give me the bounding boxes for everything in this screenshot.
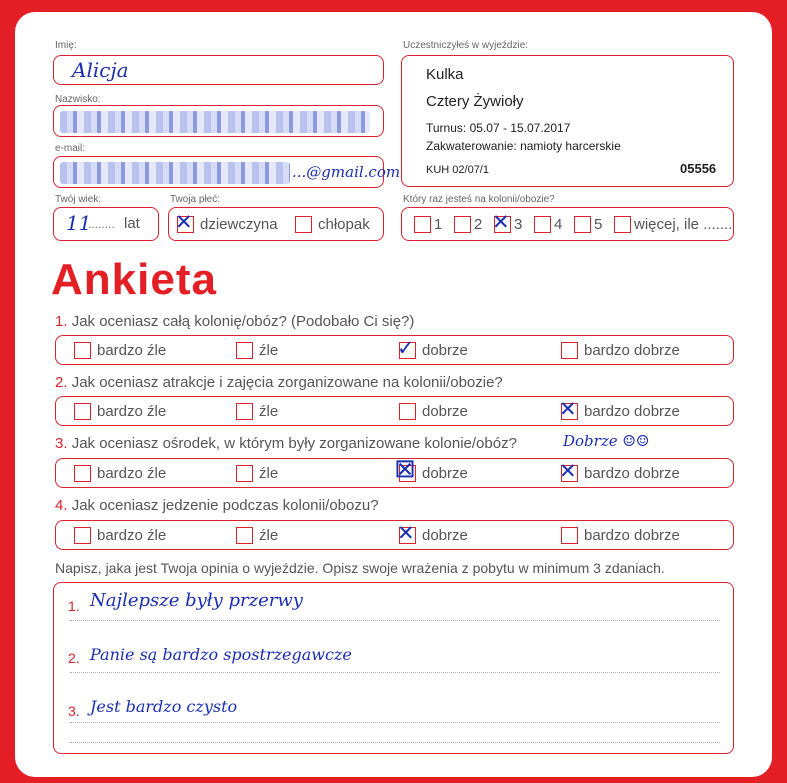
x-mark-icon: ✕ xyxy=(397,520,415,545)
plec-option-label: chłopak xyxy=(318,215,370,233)
question-text: Jak oceniasz jedzenie podczas kolonii/obozu? xyxy=(71,497,379,514)
answer-checkbox[interactable] xyxy=(559,396,578,421)
times-option-5[interactable] xyxy=(574,208,602,240)
times-checkbox[interactable] xyxy=(454,216,471,233)
question-number: 4. xyxy=(55,497,68,514)
nazwisko-label: Nazwisko: xyxy=(55,94,101,105)
wiek-field[interactable] xyxy=(53,207,159,241)
nazwisko-field[interactable] xyxy=(53,105,384,137)
trip-label: Uczestniczyłeś w wyjeździe: xyxy=(403,40,529,51)
answer-label: bardzo dobrze xyxy=(584,341,680,359)
answer-checkbox[interactable] xyxy=(559,458,578,483)
plec-field xyxy=(168,207,384,241)
opinion-line-number: 2. xyxy=(68,650,80,666)
turnus-label: Turnus: xyxy=(426,121,467,135)
answer-checkbox[interactable] xyxy=(399,403,416,420)
times-checkbox[interactable] xyxy=(574,216,591,233)
question-3 xyxy=(55,435,517,452)
answer-label: bardzo źle xyxy=(97,526,167,544)
answer-label: źle xyxy=(259,526,279,544)
question-text: Jak oceniasz całą kolonię/obóz? (Podobało Ci się?) xyxy=(71,313,415,330)
zakwaterowanie-label: Zakwaterowanie: xyxy=(426,139,517,153)
opinion-line-number: 3. xyxy=(68,703,80,719)
answer-label: bardzo dobrze xyxy=(584,526,680,544)
answer-option[interactable] xyxy=(394,453,468,487)
times-option-label: 2 xyxy=(474,215,483,233)
answer-label: dobrze xyxy=(422,464,468,482)
answer-option[interactable] xyxy=(236,459,278,487)
opinion-prompt: Napisz, jaka jest Twoja opinia o wyjeździe. Opisz swoje wrażenia z pobytu w minimum 3 zdaniach. xyxy=(55,560,665,576)
x-mark-icon: ✕ xyxy=(492,209,510,234)
times-checkbox[interactable] xyxy=(614,216,631,233)
answer-checkbox[interactable] xyxy=(74,403,91,420)
times-option-label: więcej, ile ....... xyxy=(634,215,733,233)
opinion-line-number: 1. xyxy=(68,598,80,614)
answer-checkbox[interactable] xyxy=(561,527,578,544)
trip-name: Kulka xyxy=(426,66,464,83)
imie-value: Alicja xyxy=(72,58,129,82)
question-4 xyxy=(55,497,379,514)
question-number: 1. xyxy=(55,313,68,330)
times-option-label: 1 xyxy=(434,215,443,233)
answer-checkbox[interactable] xyxy=(74,342,91,359)
answer-option[interactable] xyxy=(561,521,680,549)
times-label: Który raz jesteś na kolonii/obozie? xyxy=(403,194,555,205)
answer-checkbox[interactable] xyxy=(74,465,91,482)
opinion-rule xyxy=(70,742,720,743)
scribble-icon: ⊠ xyxy=(394,453,416,484)
times-checkbox[interactable] xyxy=(414,216,431,233)
answer-option[interactable] xyxy=(74,459,166,487)
answer-option[interactable] xyxy=(399,397,468,425)
answer-row-3 xyxy=(55,453,734,488)
answer-row-4 xyxy=(55,520,734,550)
question-text: Jak oceniasz ośrodek, w którym były zorganizowane kolonie/obóz? xyxy=(71,435,517,452)
answer-option[interactable] xyxy=(74,336,166,364)
answer-checkbox[interactable] xyxy=(397,335,416,360)
answer-option[interactable] xyxy=(236,397,278,425)
answer-option[interactable] xyxy=(236,521,278,549)
email-redacted xyxy=(60,162,290,184)
email-visible: ...@gmail.com xyxy=(292,163,401,181)
email-label: e-mail: xyxy=(55,143,86,154)
answer-checkbox[interactable] xyxy=(236,403,253,420)
answer-option[interactable] xyxy=(74,521,166,549)
times-field xyxy=(401,207,734,241)
opinion-line-2: Panie są bardzo spostrzegawcze xyxy=(90,645,352,664)
answer-option[interactable] xyxy=(399,521,468,549)
trip-number: 05556 xyxy=(680,161,717,176)
answer-label: dobrze xyxy=(422,402,468,420)
imie-label: Imię: xyxy=(55,40,77,51)
opinion-line-3: Jest bardzo czysto xyxy=(90,697,238,716)
wiek-value: 11 xyxy=(66,211,92,235)
x-mark-icon: ✕ xyxy=(559,458,577,483)
answer-checkbox[interactable] xyxy=(236,465,253,482)
times-option-label: 4 xyxy=(554,215,563,233)
question-text: Jak oceniasz atrakcje i zajęcia zorganizowane na kolonii/obozie? xyxy=(71,374,503,391)
times-option-label: 3 xyxy=(514,215,523,233)
times-option-4[interactable] xyxy=(534,208,562,240)
answer-label: źle xyxy=(259,341,279,359)
wiek-unit: lat xyxy=(124,215,140,232)
wiek-label: Twój wiek: xyxy=(55,194,102,205)
question-1 xyxy=(55,313,414,330)
opinion-line-1: Najlepsze były przerwy xyxy=(90,590,303,611)
trip-box xyxy=(401,55,734,187)
answer-row-1 xyxy=(55,335,734,365)
plec-option-label: dziewczyna xyxy=(200,215,278,233)
plec-label: Twoja płeć: xyxy=(170,194,221,205)
plec-option-dziewczyna[interactable] xyxy=(177,208,278,240)
times-checkbox[interactable] xyxy=(492,209,511,234)
handwritten-note: Dobrze ☺☺ xyxy=(563,432,650,450)
answer-checkbox[interactable] xyxy=(74,527,91,544)
times-option-1[interactable] xyxy=(414,208,442,240)
trip-code: KUH 02/07/1 xyxy=(426,164,489,176)
zakwaterowanie-value: namioty harcerskie xyxy=(520,139,621,153)
nazwisko-redacted xyxy=(60,111,370,133)
times-option-2[interactable] xyxy=(454,208,482,240)
times-option-label: 5 xyxy=(594,215,603,233)
question-number: 3. xyxy=(55,435,68,452)
answer-label: bardzo dobrze xyxy=(584,464,680,482)
question-2 xyxy=(55,374,503,391)
opinion-rule xyxy=(70,722,720,723)
times-checkbox[interactable] xyxy=(534,216,551,233)
answer-option[interactable] xyxy=(561,397,680,425)
answer-checkbox[interactable] xyxy=(236,527,253,544)
times-option-3[interactable] xyxy=(494,208,522,240)
times-option-more[interactable] xyxy=(614,208,732,240)
x-mark-icon: ✕ xyxy=(175,209,193,234)
plec-option-chlopak[interactable] xyxy=(295,208,370,240)
plec-checkbox-dziewczyna[interactable] xyxy=(175,209,194,234)
answer-checkbox[interactable] xyxy=(394,453,416,484)
plec-checkbox-chlopak[interactable] xyxy=(295,216,312,233)
answer-label: dobrze xyxy=(422,526,468,544)
trip-theme: Cztery Żywioły xyxy=(426,93,524,110)
opinion-rule xyxy=(70,672,720,673)
answer-option[interactable] xyxy=(561,459,680,487)
answer-option[interactable] xyxy=(74,397,166,425)
answer-label: źle xyxy=(259,402,279,420)
answer-checkbox[interactable] xyxy=(397,520,416,545)
imie-field[interactable] xyxy=(53,55,384,85)
answer-label: bardzo dobrze xyxy=(584,402,680,420)
check-mark-icon: ✓ xyxy=(397,335,415,360)
page-title: Ankieta xyxy=(51,255,217,304)
answer-option[interactable] xyxy=(236,336,278,364)
answer-label: bardzo źle xyxy=(97,402,167,420)
answer-option[interactable] xyxy=(561,336,680,364)
answer-label: dobrze xyxy=(422,341,468,359)
answer-label: bardzo źle xyxy=(97,464,167,482)
email-field[interactable] xyxy=(53,156,401,188)
opinion-rule xyxy=(70,620,720,621)
question-number: 2. xyxy=(55,374,68,391)
answer-option[interactable] xyxy=(399,336,468,364)
wiek-dots: ........ xyxy=(88,217,115,231)
answer-row-2 xyxy=(55,396,734,426)
x-mark-icon: ✕ xyxy=(559,396,577,421)
turnus-value: 05.07 - 15.07.2017 xyxy=(469,121,571,135)
answer-checkbox[interactable] xyxy=(236,342,253,359)
answer-label: bardzo źle xyxy=(97,341,167,359)
answer-checkbox[interactable] xyxy=(561,342,578,359)
answer-label: źle xyxy=(259,464,279,482)
